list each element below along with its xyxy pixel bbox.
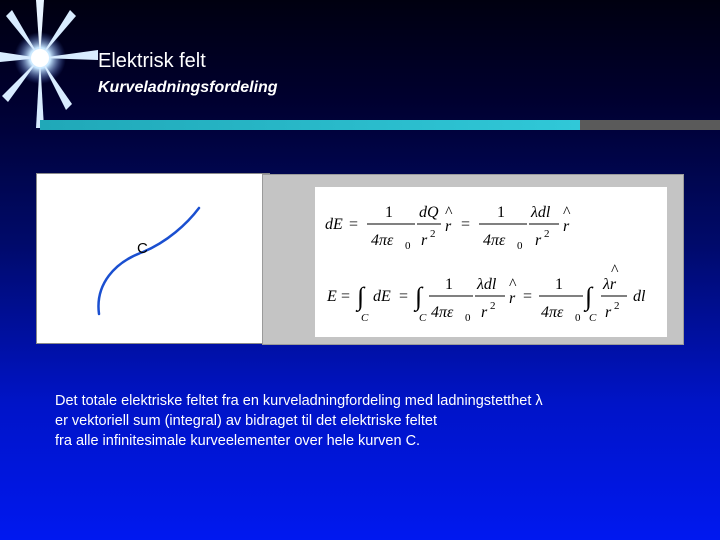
starburst-decoration [0,0,100,130]
eq1-unit-vec-hat: ^ [445,204,453,221]
eq2-unit-vec: r [509,290,516,307]
eq2-t1-num: 1 [445,276,453,293]
eq1-t1-frac-den-sup: 2 [430,228,436,240]
title-divider-accent [40,120,580,130]
eq2-integral-1: ∫ [357,282,365,311]
eq1-unit-vec-2-hat: ^ [563,204,571,221]
eq2-t2-frac-num-hat: ^ [611,262,619,279]
eq1-t1-frac-num: dQ [419,204,439,221]
eq2-t1-frac-den-sup: 2 [490,300,496,312]
eq2-t2-den-sub: 0 [575,312,581,324]
eq2-integral-3: ∫ [585,282,593,311]
eq1-unit-vec-2: r [563,218,570,235]
equation-2 [326,262,646,324]
equation-svg [315,187,667,337]
eq2-unit-vec-hat: ^ [509,276,517,293]
equation-panel [262,174,684,345]
eq2-t1-den: 4πε [431,304,454,321]
eq2-int2-sub: C [419,312,427,324]
description-line-2: er vektoriell sum (integral) av bidraget til det elektriske feltet [55,413,437,429]
eq2-int1-sub: C [361,312,369,324]
eq1-t2-frac-num: λdl [531,204,551,221]
eq2-t2-frac-den: r [605,304,612,321]
eq2-t2-den: 4πε [541,304,564,321]
eq2-t2-frac-num: λr [603,276,617,293]
eq1-t1-num: 1 [385,204,393,221]
eq2-equals: = [341,288,351,305]
eq1-t2-frac-den: r [535,232,542,249]
eq2-equals-3: = [523,288,533,305]
eq2-equals-2: = [399,288,409,305]
eq1-lhs: dE [325,216,343,233]
slide-title: Elektrisk felt [98,50,206,72]
eq1-t2-den: 4πε [483,232,506,249]
eq1-t1-frac-den: r [421,232,428,249]
curve-label: C [137,240,148,257]
charge-curve [37,174,269,343]
curve-figure [36,173,270,344]
eq1-equals-2: = [461,216,471,233]
eq1-t1-den-sub: 0 [405,240,411,252]
eq1-t1-den: 4πε [371,232,394,249]
description-text [55,391,695,451]
eq2-t1-frac-den: r [481,304,488,321]
eq2-lhs: E [327,288,337,305]
eq2-t2-tail: dl [633,288,646,305]
slide-subtitle: Kurveladningsfordeling [98,79,278,96]
equation-area [315,187,667,337]
eq1-t2-frac-den-sup: 2 [544,228,550,240]
eq2-t1-frac-num: λdl [477,276,497,293]
eq1-t2-den-sub: 0 [517,240,523,252]
eq2-int3-sub: C [589,312,597,324]
description-line-1: Det totale elektriske feltet fra en kurveladningfordeling med ladningstetthet λ [55,393,543,409]
eq2-integral-2: ∫ [415,282,423,311]
description-line-3: fra alle infinitesimale kurveelementer over hele kurven C. [55,433,421,449]
eq2-t2-num: 1 [555,276,563,293]
eq1-t2-num: 1 [497,204,505,221]
eq1-unit-vec: r [445,218,452,235]
equation-1 [325,204,571,252]
eq2-t1-den-sub: 0 [465,312,471,324]
eq1-equals: = [349,216,359,233]
eq2-t2-frac-den-sup: 2 [614,300,620,312]
eq2-int1-arg: dE [373,288,391,305]
